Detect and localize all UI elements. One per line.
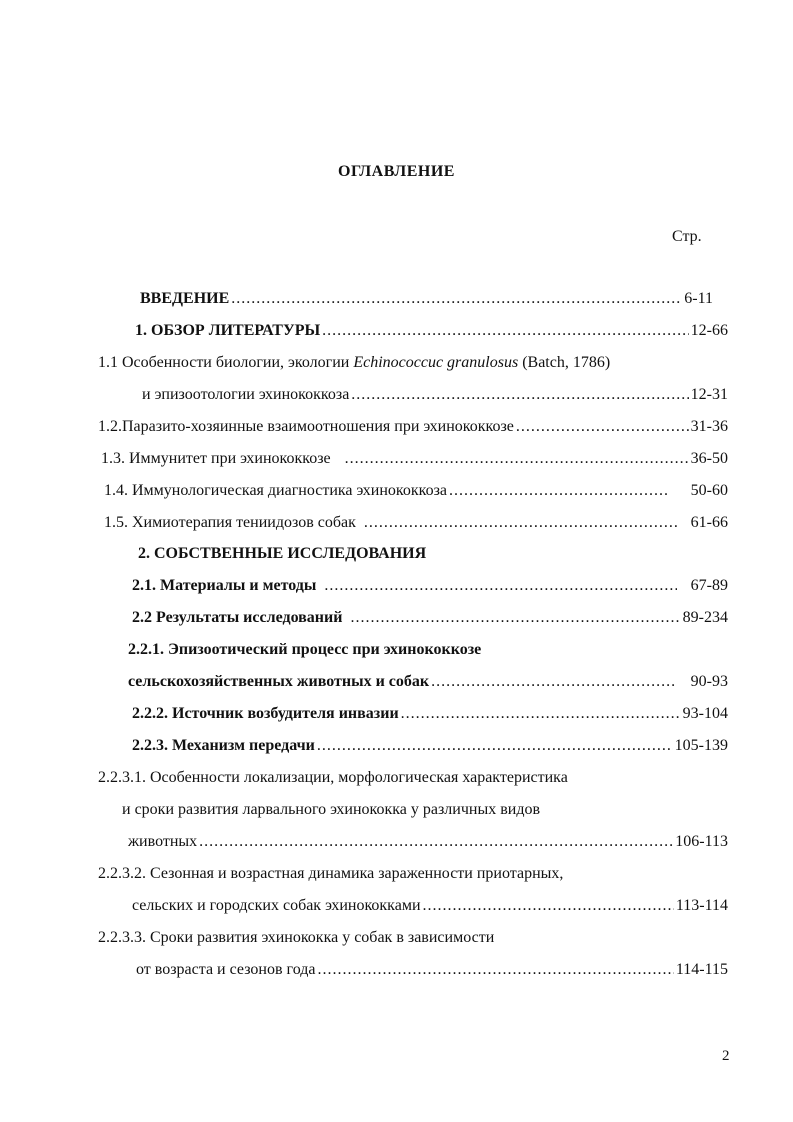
toc-entry-2-2-2[interactable] — [132, 704, 728, 724]
toc-entry-text: 1.1 Особенности биологии, экологии — [98, 354, 354, 371]
toc-entry-text: сельских и городских собак эхинококками — [132, 897, 421, 914]
toc-entry-text: 1.2.Паразито-хозяинные взаимоотношения при эхинококкозе — [98, 418, 514, 435]
leader-dots — [350, 608, 680, 628]
toc-entry-2-2-3-2-line2[interactable] — [132, 896, 728, 916]
toc-entry-2-2-3-1-line2[interactable]: и сроки развития ларвального эхинококка у различных видов — [122, 801, 541, 818]
toc-entry-text: сельскохозяйственных животных и собак — [128, 673, 430, 690]
toc-entry-2-2-3-2-line1[interactable]: 2.2.3.2. Сезонная и возрастная динамика зараженности приотарных, — [98, 865, 564, 882]
toc-entry-text: 1.5. Химиотерапия тениидозов собак — [104, 514, 356, 531]
toc-entry-2-2-3-1-line1[interactable]: 2.2.3.1. Особенности локализации, морфологическая характеристика — [98, 769, 568, 786]
leader-dots — [199, 832, 673, 852]
toc-entry-text: от возраста и сезонов года — [136, 961, 316, 978]
leader-dots — [431, 672, 677, 692]
toc-entry-pages: 6-11 — [684, 290, 713, 307]
leader-dots — [317, 960, 673, 980]
toc-entry-text: 1.4. Иммунологическая диагностика эхинококкоза — [104, 482, 448, 499]
toc-entry-1-1-line2[interactable] — [142, 385, 728, 405]
toc-entry-pages: 12-66 — [690, 322, 728, 339]
leader-dots — [345, 449, 689, 469]
toc-entry-pages: 36-50 — [690, 450, 728, 467]
toc-entry-text: 2.2.3. Механизм передачи — [132, 737, 315, 754]
toc-entry-literature-review[interactable] — [135, 321, 728, 341]
leader-dots — [516, 417, 689, 437]
toc-entry-pages: 93-104 — [682, 705, 728, 722]
toc-entry-text: 2.2 Результаты исследований — [132, 609, 343, 626]
toc-entry-pages: 105-139 — [674, 737, 728, 754]
toc-entry-2-2[interactable] — [132, 608, 728, 628]
leader-dots — [401, 704, 681, 724]
page-number: 2 — [722, 1048, 730, 1064]
toc-entry-pages: 67-89 — [690, 577, 728, 594]
toc-entry-pages: 113-114 — [675, 897, 728, 914]
leader-dots — [324, 576, 676, 596]
toc-entry-text: и эпизоотологии эхинококкоза — [142, 386, 350, 403]
toc-entry-pages: 50-60 — [690, 482, 728, 499]
toc-entry-text: 1. ОБЗОР ЛИТЕРАТУРЫ — [135, 322, 321, 339]
leader-dots — [449, 481, 667, 501]
toc-entry-text: животных — [128, 833, 198, 850]
toc-entry-2-2-3-1-line3[interactable] — [128, 832, 728, 852]
toc-entry-text: ВВЕДЕНИЕ — [140, 290, 230, 307]
toc-entry-2-2-1-line1[interactable]: 2.2.1. Эпизоотический процесс при эхинококкозе — [128, 641, 482, 658]
toc-entry-2-1[interactable] — [132, 576, 728, 596]
leader-dots — [231, 289, 682, 309]
toc-entry-1-2[interactable] — [98, 417, 728, 437]
species-name: Echinococcuc granulosus — [353, 354, 519, 371]
toc-entry-2-2-1-line2[interactable] — [128, 672, 728, 692]
toc-entry-text: 2.2.2. Источник возбудителя инвазии — [132, 705, 399, 722]
leader-dots — [423, 896, 674, 916]
toc-entry-text: 2.1. Материалы и методы — [132, 577, 317, 594]
leader-dots — [317, 736, 673, 756]
toc-entry-2-2-3[interactable] — [132, 736, 728, 756]
toc-title: ОГЛАВЛЕНИЕ — [338, 163, 455, 180]
toc-entry-own-research[interactable]: 2. СОБСТВЕННЫЕ ИССЛЕДОВАНИЯ — [138, 545, 427, 562]
toc-entry-1-1-line1[interactable] — [98, 353, 610, 373]
toc-entry-pages: 106-113 — [675, 833, 728, 850]
toc-entry-pages: 12-31 — [690, 386, 728, 403]
toc-entry-introduction[interactable] — [140, 289, 713, 309]
toc-entry-2-2-3-3-line1[interactable]: 2.2.3.3. Сроки развития эхинококка у собак в зависимости — [98, 929, 495, 946]
toc-entry-2-2-3-3-line2[interactable] — [136, 960, 728, 980]
toc-entry-pages: 89-234 — [682, 609, 728, 626]
toc-entry-pages: 61-66 — [690, 514, 728, 531]
toc-entry-1-5[interactable] — [104, 513, 728, 533]
toc-entry-1-3[interactable] — [101, 449, 728, 469]
toc-entry-pages: 31-36 — [690, 418, 728, 435]
leader-dots — [364, 513, 677, 533]
leader-dots — [322, 321, 689, 341]
toc-entry-text: 1.3. Иммунитет при эхинококкозе — [101, 450, 331, 467]
toc-entry-pages: 114-115 — [675, 961, 728, 978]
toc-entry-text-tail: (Batch, 1786) — [518, 354, 611, 371]
leader-dots — [351, 385, 688, 405]
page-column-label: Стр. — [672, 228, 702, 245]
toc-entry-1-4[interactable] — [104, 481, 728, 501]
toc-entry-pages: 90-93 — [690, 673, 728, 690]
